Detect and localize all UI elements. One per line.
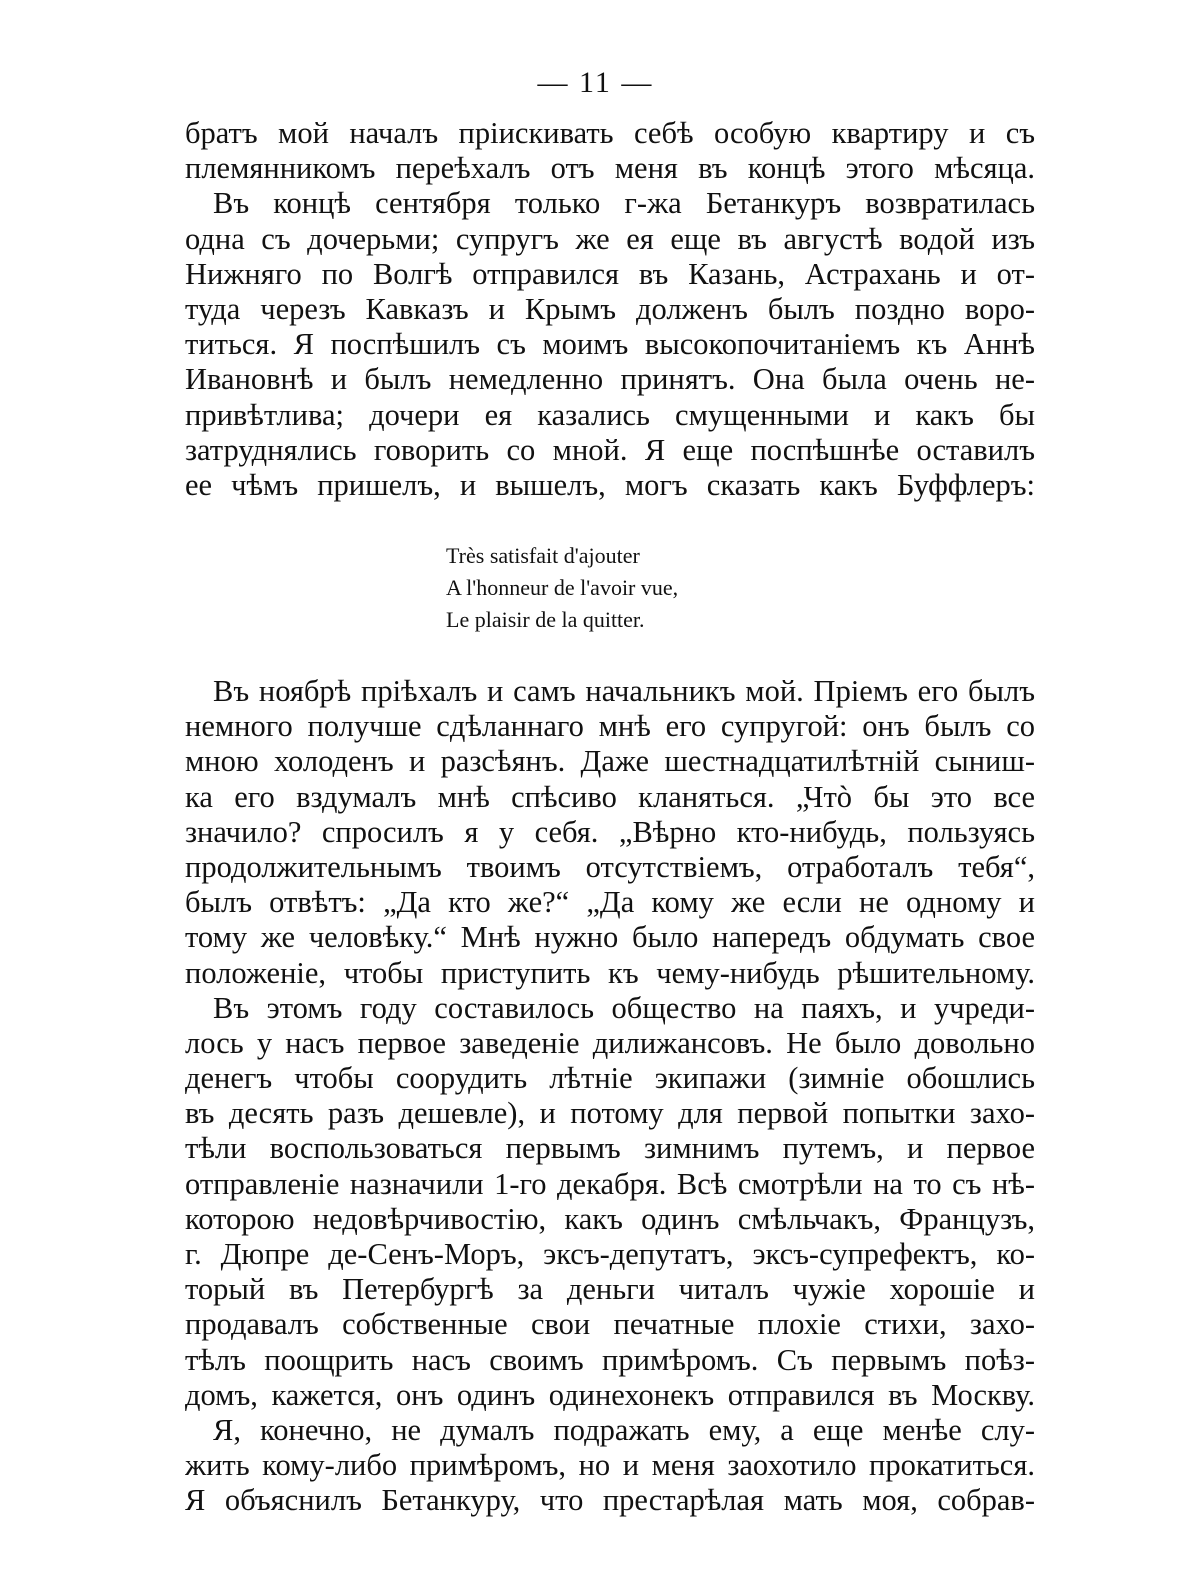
text-line: домъ, кажется, онъ одинъ одинехонекъ отправился въ Москву. bbox=[185, 1377, 1035, 1412]
text-line: Въ этомъ году составилось общество на паяхъ, и учреди- bbox=[213, 990, 1035, 1025]
text-line: братъ мой началъ пріискивать себѣ особую квартиру и съ bbox=[185, 116, 1035, 150]
text-line: титься. Я поспѣшилъ съ моимъ высокопочитаніемъ къ Аннѣ bbox=[185, 327, 1035, 362]
text-line: которою недовѣрчивостію, какъ одинъ смѣльчакъ, Французъ, bbox=[185, 1201, 1035, 1236]
verse-line: Le plaisir de la quitter. bbox=[446, 607, 645, 632]
text-line: мною холоденъ и разсѣянъ. Даже шестнадцатилѣтній сыниш- bbox=[185, 744, 1035, 779]
text-line: привѣтлива; дочери ея казались смущенными и какъ бы bbox=[185, 397, 1035, 432]
text-line: тому же человѣку.“ Мнѣ нужно было напередъ обдумать свое bbox=[185, 920, 1035, 955]
text-line: ее чѣмъ пришелъ, и вышелъ, могъ сказать какъ Буффлеръ: bbox=[185, 467, 1035, 502]
text-line: ка его вздумалъ мнѣ спѣсиво кланяться. „Чтò бы это все bbox=[185, 779, 1035, 814]
verse-quote bbox=[446, 540, 846, 636]
text-line: Я, конечно, не думалъ подражать ему, а еще менѣе слу- bbox=[213, 1412, 1035, 1447]
verse-line: Très satisfait d'ajouter bbox=[446, 543, 640, 568]
text-line: тѣли воспользоваться первымъ зимнимъ путемъ, и первое bbox=[185, 1131, 1035, 1166]
text-line: г. Дюпре де-Сенъ-Моръ, эксъ-депутатъ, эксъ-супрефектъ, ко- bbox=[185, 1237, 1035, 1271]
text-line: положеніе, чтобы приступить къ чему-нибудь рѣшительному. bbox=[185, 955, 1035, 990]
text-line: Ивановнѣ и былъ немедленно принятъ. Она была очень не- bbox=[185, 362, 1035, 397]
text-line: отправленіе назначили 1-го декабря. Всѣ смотрѣли на то съ нѣ- bbox=[185, 1166, 1035, 1201]
text-line: былъ отвѣтъ: „Да кто же?“ „Да кому же если не одному и bbox=[185, 885, 1035, 920]
text-line: денегъ чтобы соорудить лѣтніе экипажи (зимніе обошлись bbox=[185, 1061, 1035, 1096]
text-line: продавалъ собственные свои печатные плохіе стихи, захо- bbox=[185, 1307, 1035, 1342]
text-line: немного получше сдѣланнаго мнѣ его супругой: онъ былъ со bbox=[185, 709, 1035, 744]
text-line: продолжительнымъ твоимъ отсутствіемъ, отработалъ тебя“, bbox=[185, 849, 1035, 884]
text-line: Въ концѣ сентября только г-жа Бетанкуръ возвратилась bbox=[213, 186, 1035, 221]
page-number: — 11 — bbox=[537, 66, 654, 99]
text-line: жить кому-либо примѣромъ, но и меня заохотило прокатиться. bbox=[185, 1448, 1035, 1483]
text-line: Въ ноябрѣ пріѣхалъ и самъ начальникъ мой. Пріемъ его былъ bbox=[213, 674, 1035, 708]
text-line: затруднялись говорить со мной. Я еще поспѣшнѣе оставилъ bbox=[185, 432, 1035, 467]
text-line: туда черезъ Кавказъ и Крымъ долженъ былъ поздно воро- bbox=[185, 291, 1035, 326]
text-line: тѣлъ поощрить насъ своимъ примѣромъ. Съ первымъ поѣз- bbox=[185, 1342, 1035, 1377]
text-block-top bbox=[185, 116, 1035, 503]
text-line: значило? спросилъ я у себя. „Вѣрно кто-нибудь, пользуясь bbox=[185, 814, 1035, 849]
verse-line: A l'honneur de l'avoir vue, bbox=[446, 575, 679, 600]
text-line: одна съ дочерьми; супругъ же ея еще въ августѣ водой изъ bbox=[185, 221, 1035, 256]
text-line: племянникомъ переѣхалъ отъ меня въ концѣ этого мѣсяца. bbox=[185, 151, 1035, 186]
text-line: въ десять разъ дешевле), и потому для первой попытки захо- bbox=[185, 1096, 1035, 1131]
text-line: торый въ Петербургѣ за деньги читалъ чужіе хорошіе и bbox=[185, 1272, 1035, 1307]
text-line: Я объяснилъ Бетанкуру, что престарѣлая мать моя, собрав- bbox=[185, 1483, 1035, 1518]
text-line: лось у насъ первое заведеніе дилижансовъ. Не было довольно bbox=[185, 1025, 1035, 1060]
text-block-bottom bbox=[185, 674, 1035, 1519]
text-line: Нижняго по Волгѣ отправился въ Казань, Астрахань и от- bbox=[185, 256, 1035, 291]
